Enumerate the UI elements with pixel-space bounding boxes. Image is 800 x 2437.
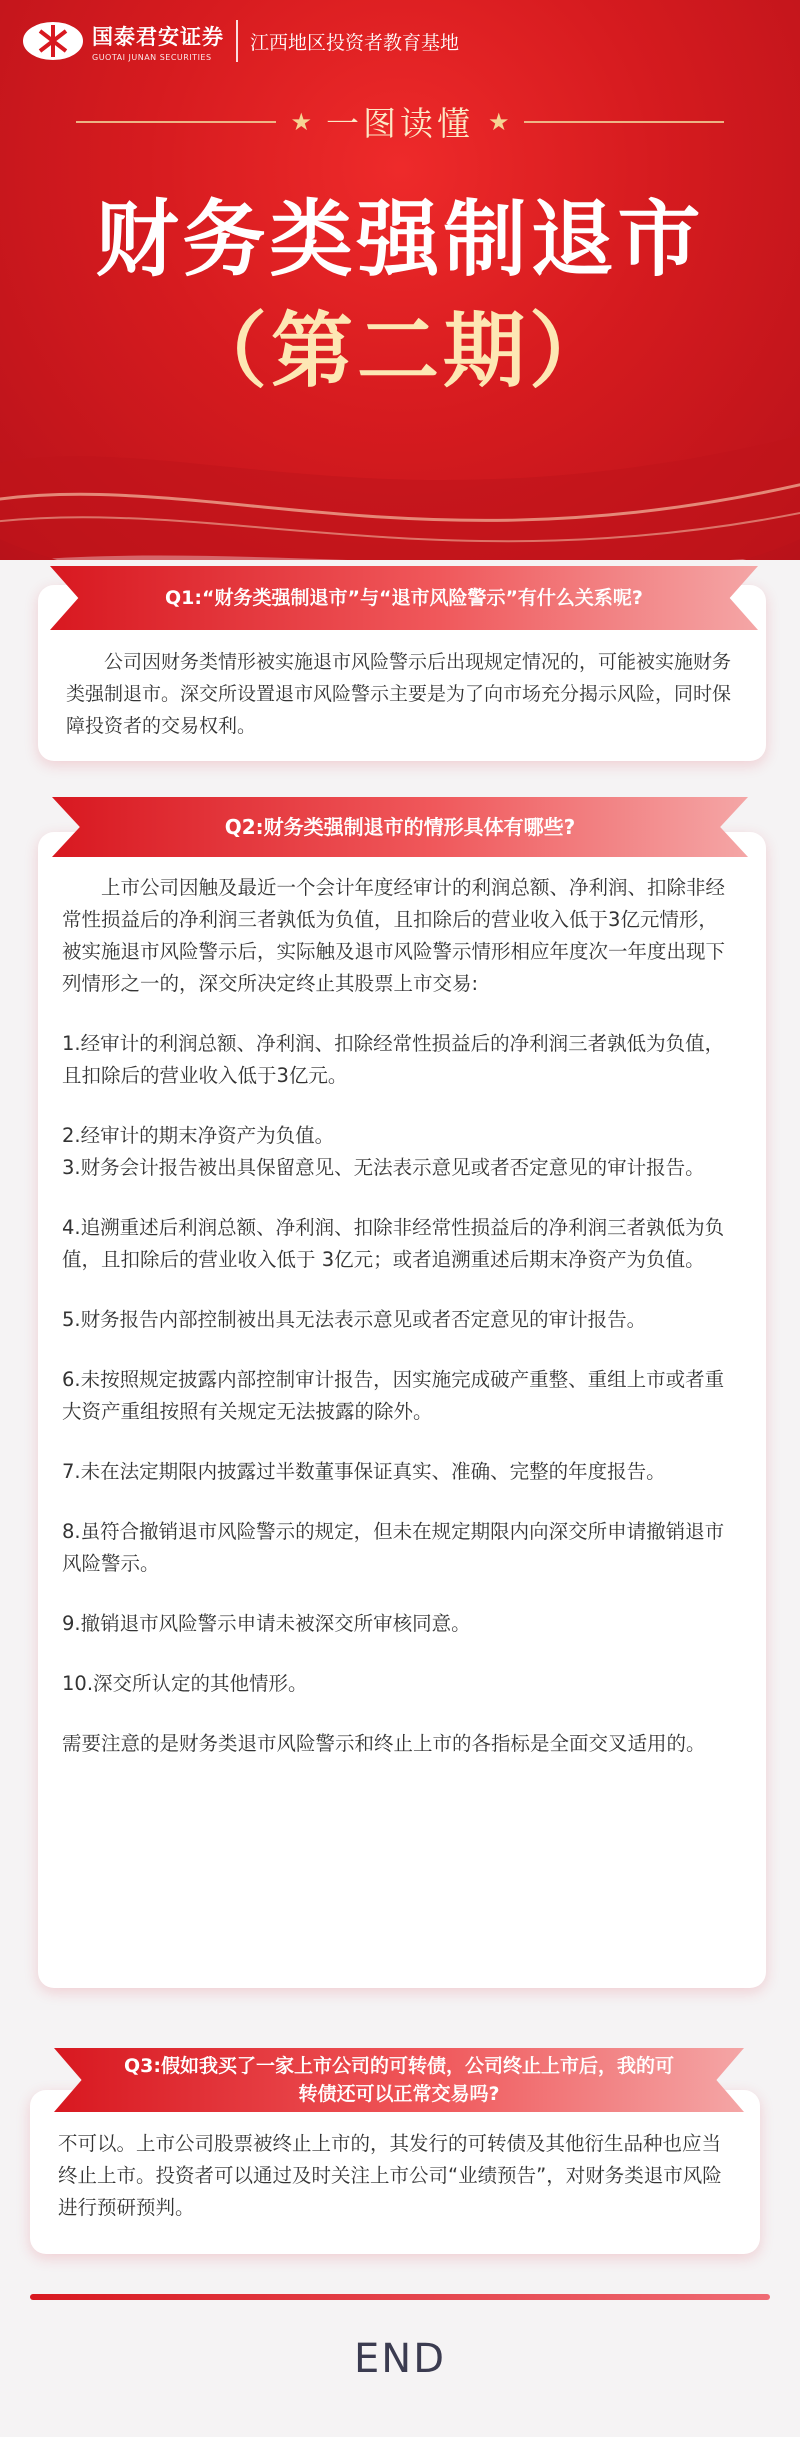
q2-item-1: 1.经审计的利润总额、净利润、扣除经常性损益后的净利润三者孰低为负值，且扣除后的营业收入低于3亿元。 bbox=[62, 1032, 725, 1087]
brand-name-cn: 国泰君安证券 bbox=[92, 24, 224, 49]
q3-answer-text: 不可以。上市公司股票被终止上市的，其发行的可转债及其他衍生品种也应当终止上市。投资者可以通过及时关注上市公司“业绩预告”，对财务类退市风险进行预研预判。 bbox=[58, 2132, 722, 2219]
q2-item-4: 4.追溯重述后利润总额、净利润、扣除非经常性损益后的净利润三者孰低为负值，且扣除后的营业收入低于 3亿元；或者追溯重述后期末净资产为负值。 bbox=[62, 1216, 725, 1271]
q2-item-9: 9.撤销退市风险警示申请未被深交所审核同意。 bbox=[62, 1612, 471, 1635]
q2-item-2: 2.经审计的期末净资产为负值。 bbox=[62, 1124, 335, 1147]
brand-name-en: GUOTAI JUNAN SECURITIES bbox=[92, 52, 212, 62]
main-title: 财务类强制退市 bbox=[95, 191, 705, 288]
q2-note: 需要注意的是财务类退市风险警示和终止上市的各指标是全面交叉适用的。 bbox=[62, 1732, 706, 1755]
footer-divider bbox=[30, 2294, 770, 2300]
q2-question: Q2:财务类强制退市的情形具体有哪些? bbox=[224, 815, 576, 839]
q2-ribbon bbox=[52, 797, 748, 857]
q2-item-6: 6.未按照规定披露内部控制审计报告，因实施完成破产重整、重组上市或者重大资产重组按照有关规定无法披露的除外。 bbox=[62, 1368, 725, 1423]
q3-question: Q3:假如我买了一家上市公司的可转债，公司终止上市后，我的可转债还可以正常交易吗? bbox=[124, 2055, 674, 2105]
star-icon: ★ bbox=[488, 107, 510, 136]
q1-answer bbox=[66, 646, 742, 742]
q1-answer-text: 公司因财务类情形被实施退市风险警示后出现规定情况的，可能被实施财务类强制退市。深交所设置退市风险警示主要是为了向市场充分揭示风险，同时保障投资者的交易权利。 bbox=[66, 651, 732, 737]
q2-item-5: 5.财务报告内部控制被出具无法表示意见或者否定意见的审计报告。 bbox=[62, 1308, 647, 1331]
tagline-left-line bbox=[76, 121, 276, 123]
end-mark: END bbox=[354, 2336, 446, 2382]
brand-name bbox=[92, 21, 224, 62]
q2-item-10: 10.深交所认定的其他情形。 bbox=[62, 1672, 308, 1695]
tagline-text: 一图读懂 bbox=[326, 104, 474, 143]
q2-intro: 上市公司因触及最近一个会计年度经审计的利润总额、净利润、扣除非经常性损益后的净利润三者孰低为负值，且扣除后的营业收入低于3亿元情形，被实施退市风险警示后，实际触及退市风险警示情形相应年度次一年度出现下列情形之一的，深交所决定终止其股票上市交易: bbox=[62, 876, 726, 995]
education-base-name: 江西地区投资者教育基地 bbox=[250, 31, 460, 54]
q2-answer bbox=[62, 872, 732, 1760]
q3-ribbon bbox=[54, 2048, 744, 2112]
q1-question: Q1:“财务类强制退市”与“退市风险警示”有什么关系呢? bbox=[165, 587, 643, 609]
brand-logo-icon bbox=[22, 21, 84, 61]
hero-banner bbox=[0, 0, 800, 560]
q3-answer bbox=[58, 2128, 734, 2224]
q2-item-8: 8.虽符合撤销退市风险警示的规定，但未在规定期限内向深交所申请撤销退市风险警示。 bbox=[62, 1520, 725, 1575]
brand-separator bbox=[236, 20, 238, 62]
q1-ribbon bbox=[50, 566, 758, 630]
q2-item-3: 3.财务会计报告被出具保留意见、无法表示意见或者否定意见的审计报告。 bbox=[62, 1156, 705, 1179]
tagline-right-line bbox=[524, 121, 724, 123]
brand-header bbox=[22, 16, 459, 66]
q2-item-7: 7.未在法定期限内披露过半数董事保证真实、准确、完整的年度报告。 bbox=[62, 1460, 666, 1483]
star-icon: ★ bbox=[290, 107, 312, 136]
issue-subtitle: （第二期） bbox=[184, 304, 615, 399]
tagline bbox=[0, 98, 800, 145]
